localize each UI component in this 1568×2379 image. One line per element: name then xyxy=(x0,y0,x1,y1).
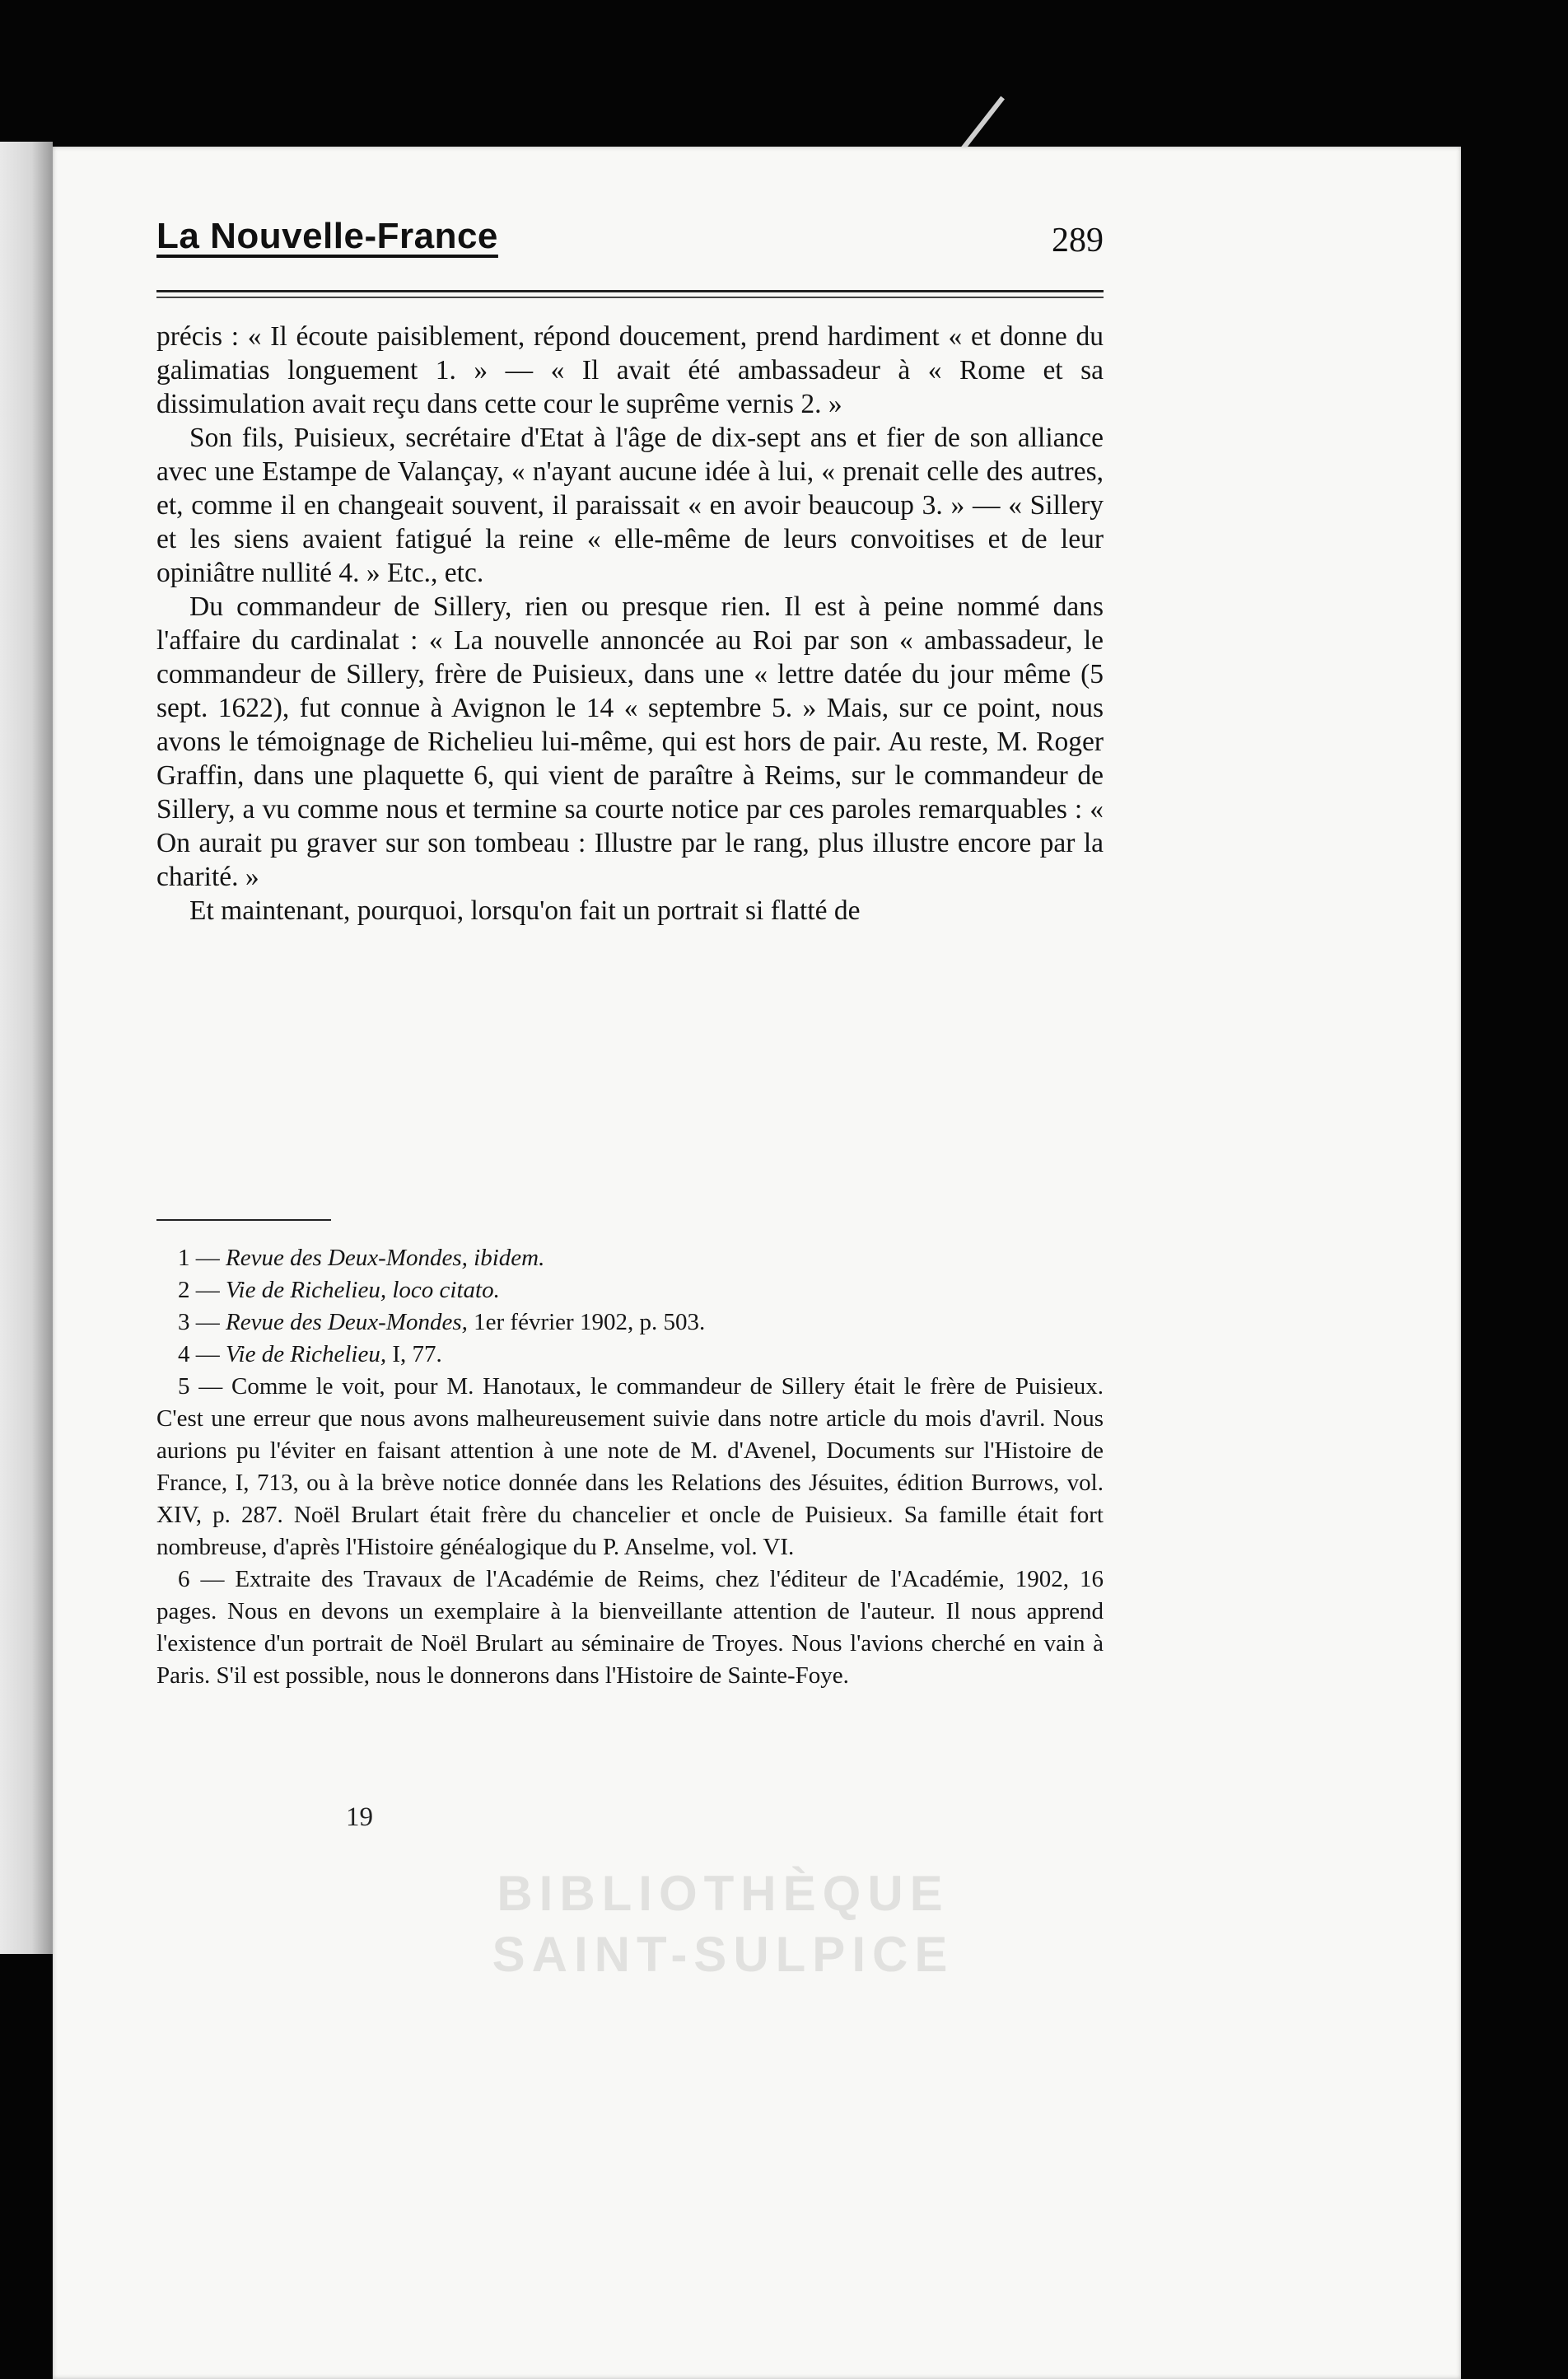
footnote-1 xyxy=(156,1242,1104,1274)
adjacent-page-edge xyxy=(0,142,53,1954)
footnote-2-text: Vie de Richelieu, loco citato. xyxy=(226,1277,500,1303)
scan-artifact xyxy=(960,96,1005,152)
footnote-separator xyxy=(156,1219,331,1221)
footnote-3-number: 3 — xyxy=(178,1309,226,1335)
footnote-5: 5 — Comme le voit, pour M. Hanotaux, le commandeur de Sillery était le frère de Puisieux. C'est une erreur que nous avons malheureusement suivie dans notre article du mois d'avril. Nous aurions pu l'éviter en faisant attention à une note de M. d'Avenel, Documents sur l'Histoire de France, I, 713, ou à la brève notice donnée dans les Relations des Jésuites, édition Burrows, vol. XIV, p. 287. Noël Brulart était frère du chancelier et oncle de Puisieux. Sa famille était fort nombreuse, d'après l'Histoire généalogique du P. Anselme, vol. VI. xyxy=(156,1373,1104,1560)
footnote-4-number: 4 — xyxy=(178,1341,226,1367)
signature-mark: 19 xyxy=(346,1802,373,1832)
header-rule xyxy=(156,290,1104,292)
footnote-1-text: Revue des Deux-Mondes, ibidem. xyxy=(226,1245,545,1271)
footnote-1-number: 1 — xyxy=(178,1245,226,1271)
footnote-2-number: 2 — xyxy=(178,1277,226,1303)
footnotes xyxy=(156,1242,1104,1692)
paragraph-2: Son fils, Puisieux, secrétaire d'Etat à l'âge de dix-sept ans et fier de son alliance avec une Estampe de Valançay, « n'ayant aucune idée à lui, « prenait celle des autres, et, comme il en changeait souvent, il paraissait « en avoir beaucoup 3. » — « Sillery et les siens avaient fatigué la reine « elle-même de leurs convoitises et de leur opiniâtre nullité 4. » Etc., etc. xyxy=(156,423,1104,588)
footnote-4-rest: I, 77. xyxy=(386,1341,442,1367)
stamp-line-2: SAINT-SULPICE xyxy=(492,1927,954,1982)
footnote-2 xyxy=(156,1274,1104,1306)
paragraph-3: Du commandeur de Sillery, rien ou presque rien. Il est à peine nommé dans l'affaire du cardinalat : « La nouvelle annoncée au Roi par son « ambassadeur, le commandeur de Sillery, frère de Puisieux, dans une « lettre datée du jour même (5 sept. 1622), fut connue à Avignon le 14 « septembre 5. » Mais, sur ce point, nous avons le témoignage de Richelieu lui-même, qui est hors de pair. Au reste, M. Roger Graffin, dans une plaquette 6, qui vient de paraître à Reims, sur le commandeur de Sillery, a vu comme nous et termine sa courte notice par ces paroles remarquables : « On aurait pu graver sur son tombeau : Illustre par le rang, plus illustre encore par la charité. » xyxy=(156,591,1104,892)
footnote-6: 6 — Extraite des Travaux de l'Académie de Reims, chez l'éditeur de l'Académie, 1902, 16 pages. Nous en devons un exemplaire à la bienveillante attention de l'auteur. Il nous apprend l'existence d'un portrait de Noël Brulart au séminaire de Troyes. Nous l'avions cherché en vain à Paris. S'il est possible, nous le donnerons dans l'Histoire de Sainte-Foye. xyxy=(156,1566,1104,1689)
stamp-line-1: BIBLIOTHÈQUE xyxy=(497,1866,950,1921)
paragraph-1: précis : « Il écoute paisiblement, répond doucement, prend hardiment « et donne du galimatias longuement 1. » — « Il avait été ambassadeur à « Rome et sa dissimulation avait reçu dans cette cour le suprême vernis 2. » xyxy=(156,321,1104,419)
library-stamp xyxy=(484,1863,962,2003)
main-text xyxy=(156,320,1104,928)
footnote-3-title: Revue des Deux-Mondes, xyxy=(226,1309,468,1335)
header-rule-thin xyxy=(156,297,1104,298)
journal-title: La Nouvelle-France xyxy=(156,216,498,256)
footnote-3 xyxy=(156,1306,1104,1339)
footnote-4 xyxy=(156,1339,1104,1371)
running-head xyxy=(156,216,1104,282)
paragraph-4: Et maintenant, pourquoi, lorsqu'on fait un portrait si flatté de xyxy=(189,895,861,926)
page-number: 289 xyxy=(1052,222,1104,259)
footnote-4-title: Vie de Richelieu, xyxy=(226,1341,387,1367)
footnote-3-rest: 1er février 1902, p. 503. xyxy=(467,1309,706,1335)
